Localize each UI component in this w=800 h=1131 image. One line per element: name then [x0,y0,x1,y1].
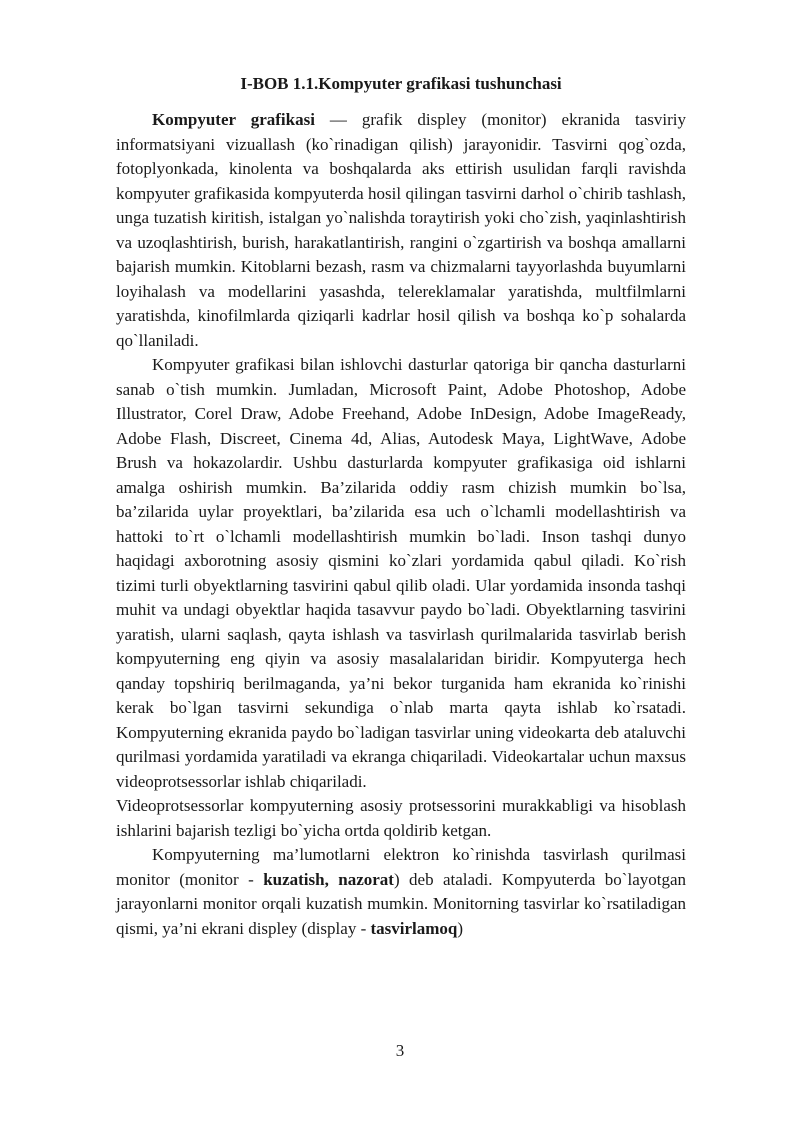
paragraph-definition [116,108,686,353]
paragraph-programs: Kompyuter grafikasi bilan ishlovchi dasturlar qatoriga bir qancha dasturlarni sanab o`tish mumkin. Jumladan, Microsoft Paint, Adobe Photoshop, Adobe Illustrator, Corel Draw, Adobe Freehand, Adobe InDesign, Adobe ImageReady, Adobe Flash, Discreet, Cinema 4d, Alias, Autodesk Maya, LightWave, Adobe Brush va hokazolardir. Ushbu dasturlarda kompyuter grafikasiga oid ishlarni amalga oshirish mumkin. Ba’zilarida oddiy rasm chizish mumkin bo`lsa, ba’zilarida uylar proyektlari, ba’zilarida esa uch o`lchamli modellashtirish va hattoki to`rt o`lchamli modellashtirish mumkin bo`ladi. Inson tashqi dunyo haqidagi axborotning asosiy qismini ko`zlari yordamida qabul qiladi. Ko`rish tizimi turli obyektlarning tasvirini qabul qilib oladi. Ular yordamida insonda tashqi muhit va undagi obyektlar haqida tasavvur paydo bo`ladi. Obyektlarning tasvirini yaratish, ularni saqlash, qayta ishlash va tasvirlash qurilmalarida tasvirlab berish kompyuterning eng qiyin va asosiy masalalaridan biridir. Kompyuterga hech qanday topshiriq berilmaganda, ya’ni bekor turganida ham ekranida ko`rinishi kerak bo`lgan tasvirni sekundiga o`nlab marta qayta ishlab ko`rsatadi. Kompyuterning ekranida paydo bo`ladigan tasvirlar uning videokarta deb ataluvchi qurilmasi yordamida yaratiladi va ekranga chiqariladi. Videokartalar uchun maxsus videoprotsessorlar ishlab chiqariladi. [116,355,686,791]
monitor-text-c: ) deb ataladi. Kompyuterda bo`layotgan jarayonlarni monitor orqali kuzatish mumkin. Monitorning tasvirlar ko`rsatiladigan qismi, ya’ni ekrani displey (display - [116,869,687,938]
monitor-text-a: Kompyuterning ma’lumotlarni elektron ko`rinishda tasvirlash qurilmasi monitor (monitor - [116,845,686,889]
term-tasvirlamoq: tasvirlamoq [370,918,458,938]
definition-text: — grafik displey (monitor) ekranida tasviriy informatsiyani vizuallash (ko`rinadigan qilish) jarayonidir. Tasvirni qog`ozda, fotoplyonkada, kinolenta va boshqalarda aks ettirish usulidan farqli ravishda kompyuter grafikasida kompyuterda hosil qilingan tasvirni darhol o`chirib tashlash, unga tuzatish kiritish, istalgan yo`nalishda toraytirish yoki cho`zish, yaqinlashtirish va uzoqlashtirish, burish, harakatlantirish, rangini o`zgartirish va boshqa amallarni bajarish mumkin. Kitoblarni bezash, rasm va chizmalarni tayyorlashda buyumlarni loyihalash va modellarini yasashda, telereklamalar yaratishda, multfilmlarni yaratishda, kinofilmlarda qiziqarli kadrlar hosil qilish va boshqa ko`p sohalarda qo`llaniladi. [116,110,686,350]
term-kuzatish-nazorat: kuzatish, nazorat [263,869,394,889]
document-page [116,72,686,941]
chapter-title: I-BOB 1.1.Kompyuter grafikasi tushunchasi [240,74,562,93]
monitor-text-d: ) [457,918,464,938]
page-number: 3 [395,1041,405,1060]
term-kompyuter-grafikasi: Kompyuter grafikasi [152,110,315,129]
paragraph-monitor [116,843,686,941]
paragraph-videoprocessors: Videoprotsessorlar kompyuterning asosiy protsessorini murakkabligi va hisoblash ishlarini bajarish tezligi bo`yicha ortda qoldirib ketgan. [116,796,686,840]
